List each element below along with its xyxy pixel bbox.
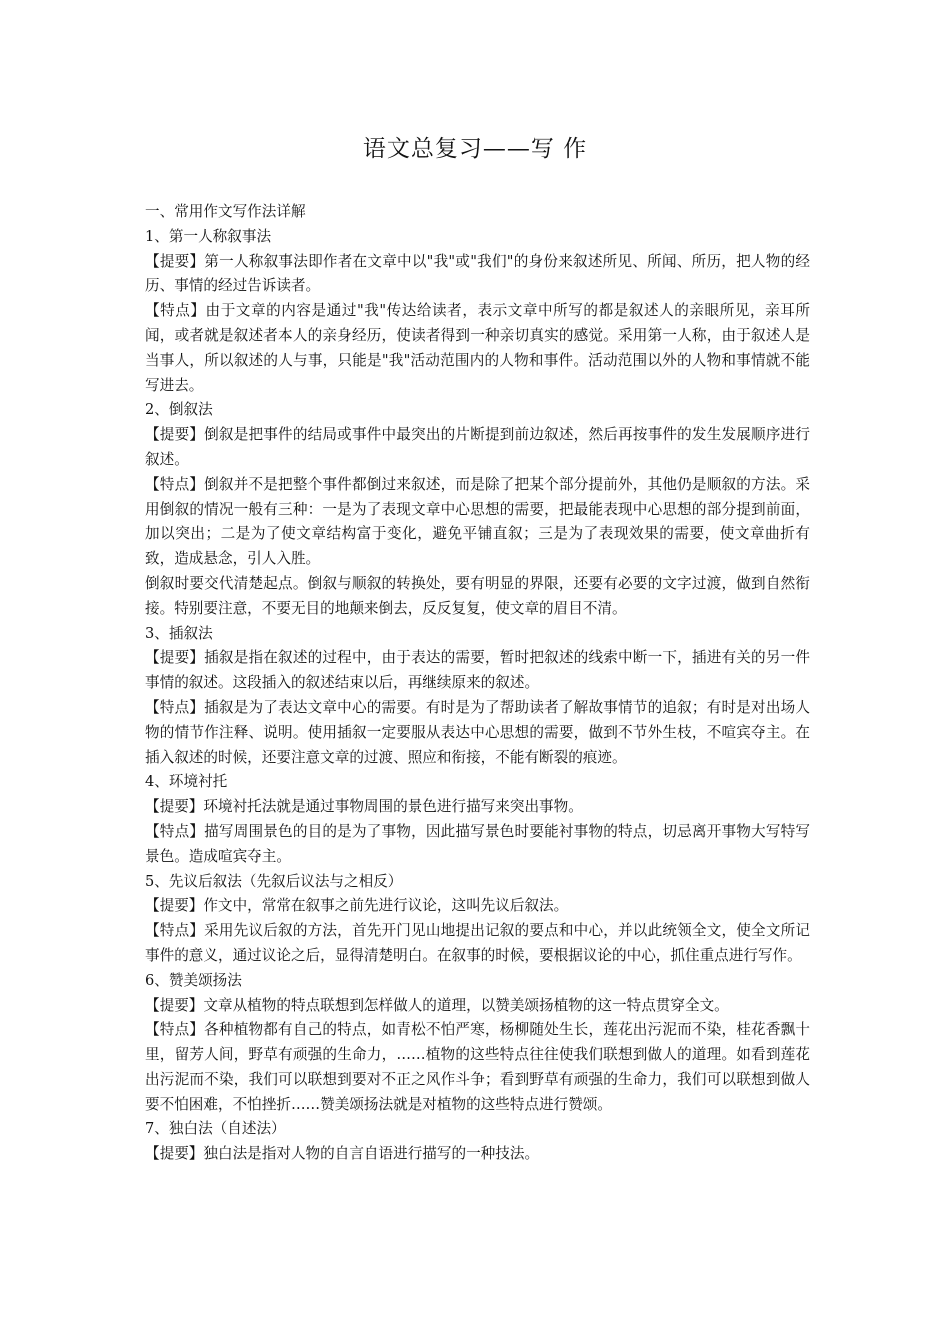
- paragraph-summary-2: 【提要】倒叙是把事件的结局或事件中最突出的片断提到前边叙述，然后再按事件的发生发展顺序进行叙述。: [145, 426, 810, 468]
- paragraph-summary-4: 【提要】环境衬托法就是通过事物周围的景色进行描写来突出事物。: [145, 798, 583, 816]
- subsection-heading-1: 1、第一人称叙事法: [145, 227, 272, 245]
- paragraph-feature-6: 【特点】各种植物都有自己的特点，如青松不怕严寒，杨柳随处生长，莲花出污泥而不染，桂花香飘十里，留芳人间，野草有顽强的生命力，……植物的这些特点往往使我们联想到做人的道理。如看到莲花出污泥而不染，我们可以联想到要对不正之风作斗争；看到野草有顽强的生命力，我们可以联想到做人要不怕困难，不怕挫折……赞美颂扬法就是对植物的这些特点进行赞颂。: [145, 1021, 810, 1113]
- paragraph-note-2: 倒叙时要交代清楚起点。倒叙与顺叙的转换处，要有明显的界限，还要有必要的文字过渡，做到自然衔接。特别要注意，不要无目的地颠来倒去，反反复复，使文章的眉目不清。: [145, 574, 810, 617]
- subsection-heading-6: 6、赞美颂扬法: [145, 971, 242, 989]
- paragraph-feature-2: 【特点】倒叙并不是把整个事件都倒过来叙述，而是除了把某个部分提前外，其他仍是顺叙的方法。采用倒叙的情况一般有三种：一是为了表现文章中心思想的需要，把最能表现中心思想的部分提到前面，加以突出；二是为了使文章结构富于变化，避免平铺直叙；三是为了表现效果的需要，使文章曲折有致，造成悬念，引人入胜。: [145, 475, 810, 568]
- section-heading: 一、常用作文写作法详解: [145, 203, 306, 220]
- document-body: [145, 200, 810, 1167]
- paragraph-summary-3: 【提要】插叙是指在叙述的过程中，由于表达的需要，暂时把叙述的线索中断一下，插进有关的另一件事情的叙述。这段插入的叙述结束以后，再继续原来的叙述。: [145, 649, 810, 692]
- paragraph-feature-4: 【特点】描写周围景色的目的是为了事物，因此描写景色时要能衬事物的特点，切忌离开事物大写特写景色。造成喧宾夺主。: [145, 822, 810, 865]
- paragraph-summary-6: 【提要】文章从植物的特点联想到怎样做人的道理，以赞美颂扬植物的这一特点贯穿全文。: [145, 996, 729, 1014]
- subsection-heading-7: 7、独白法（自述法）: [145, 1120, 286, 1138]
- subsection-heading-3: 3、插叙法: [145, 624, 213, 642]
- paragraph-feature-5: 【特点】采用先议后叙的方法，首先开门见山地提出记叙的要点和中心，并以此统领全文，使全文所记事件的意义，通过议论之后，显得清楚明白。在叙事的时候，要根据议论的中心，抓住重点进行写作。: [145, 922, 810, 964]
- paragraph-summary-5: 【提要】作文中，常常在叙事之前先进行议论，这叫先议后叙法。: [145, 897, 569, 915]
- paragraph-feature-3: 【特点】插叙是为了表达文章中心的需要。有时是为了帮助读者了解故事情节的追叙；有时是对出场人物的情节作注释、说明。使用插叙一定要服从表达中心思想的需要，做到不节外生枝，不喧宾夺主。在插入叙述的时候，还要注意文章的过渡、照应和衔接，不能有断裂的痕迹。: [145, 698, 810, 766]
- subsection-heading-4: 4、环境衬托: [145, 773, 228, 791]
- subsection-heading-5: 5、先议后叙法（先叙后议法与之相反）: [145, 872, 403, 890]
- subsection-heading-2: 2、倒叙法: [145, 401, 213, 419]
- paragraph-summary-7: 【提要】独白法是指对人物的自言自语进行描写的一种技法。: [145, 1145, 540, 1163]
- paragraph-summary-1: 【提要】第一人称叙事法即作者在文章中以"我"或"我们"的身份来叙述所见、所闻、所历，把人物的经历、事情的经过告诉读者。: [145, 252, 810, 295]
- document-title: 语文总复习——写 作: [362, 136, 588, 162]
- paragraph-feature-1: 【特点】由于文章的内容是通过"我"传达给读者，表示文章中所写的都是叙述人的亲眼所见，亲耳所闻，或者就是叙述者本人的亲身经历，使读者得到一种亲切真实的感觉。采用第一人称，由于叙述人是当事人，所以叙述的人与事，只能是"我"活动范围内的人物和事件。活动范围以外的人物和事情就不能写进去。: [145, 302, 810, 394]
